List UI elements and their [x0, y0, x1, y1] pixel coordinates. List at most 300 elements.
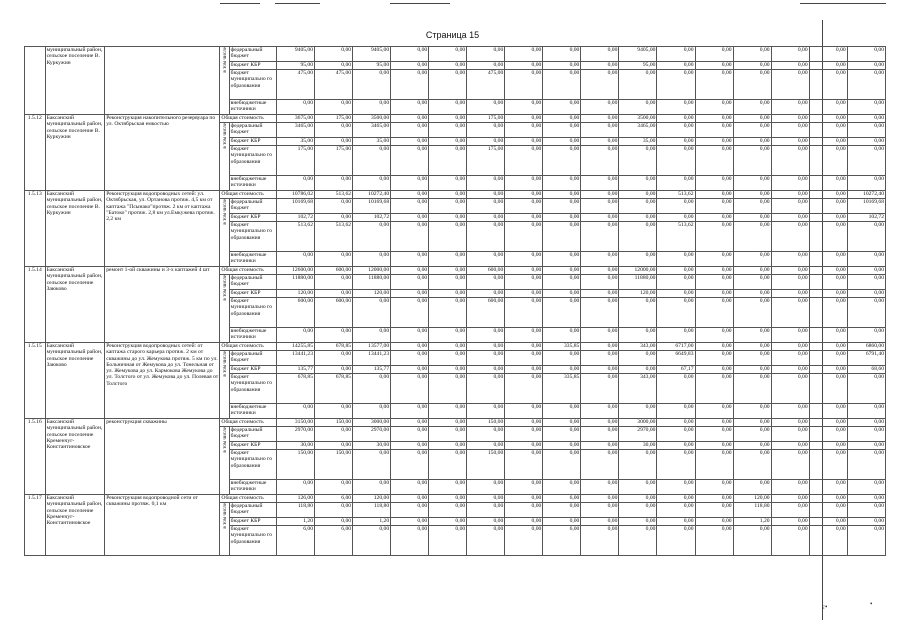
value-cell: 6,00 [543, 495, 581, 503]
value-cell: 0,00 [657, 503, 695, 518]
value-cell: 0,00 [809, 146, 847, 176]
value-cell: 513,62 [657, 222, 695, 252]
value-cell: 11880,00 [353, 275, 391, 290]
value-cell: 0,00 [809, 275, 847, 290]
value-cell: 0,00 [429, 503, 467, 518]
value-cell: 0,00 [733, 366, 771, 374]
value-cell: 0,00 [353, 298, 391, 328]
value-cell: 0,00 [581, 252, 619, 267]
value-cell: 0,00 [543, 275, 581, 290]
value-cell: 0,00 [391, 138, 429, 146]
value-cell: 135,77 [276, 366, 314, 374]
value-cell: 0,00 [505, 176, 543, 191]
value-cell: 0,00 [467, 343, 505, 351]
value-cell: 2970,00 [276, 427, 314, 442]
value-cell: 1,20 [276, 518, 314, 526]
value-cell: 0,00 [391, 115, 429, 123]
value-cell: 0,00 [847, 222, 885, 252]
value-cell: 0,00 [581, 427, 619, 442]
value-cell: 0,00 [391, 328, 429, 343]
value-cell: 6,00 [543, 526, 581, 556]
value-cell: 0,00 [581, 328, 619, 343]
value-cell: 0,00 [733, 267, 771, 275]
value-cell: 0,00 [847, 100, 885, 115]
value-cell: 0,00 [847, 275, 885, 290]
value-cell: 0,00 [809, 503, 847, 518]
value-cell: 0,00 [733, 298, 771, 328]
value-cell: 0,00 [809, 518, 847, 526]
value-cell: 0,00 [619, 100, 657, 115]
value-cell: 3150,00 [276, 419, 314, 427]
value-cell: 0,00 [429, 267, 467, 275]
value-cell: 0,00 [429, 115, 467, 123]
value-cell: 0,00 [276, 252, 314, 267]
value-cell: 0,00 [695, 176, 733, 191]
value-cell: 0,00 [733, 62, 771, 70]
value-cell: 0,00 [467, 374, 505, 404]
incl-vertical-text: в том числе [221, 503, 228, 529]
value-cell: 0,00 [695, 146, 733, 176]
value-cell: 0,00 [809, 267, 847, 275]
value-cell: 0,00 [467, 62, 505, 70]
value-cell: 0,00 [695, 47, 733, 62]
value-cell: 0,00 [847, 146, 885, 176]
source-label-federal: федеральный бюджет [229, 503, 276, 518]
value-cell: 102,72 [353, 214, 391, 222]
value-cell: 0,00 [619, 351, 657, 366]
source-label-total: Общая стоимость [220, 495, 277, 503]
value-cell: 0,00 [505, 252, 543, 267]
value-cell: 0,00 [847, 518, 885, 526]
value-cell: 0,00 [467, 351, 505, 366]
value-cell: 0,00 [429, 290, 467, 298]
value-cell: 0,00 [771, 480, 809, 495]
value-cell: 0,00 [809, 450, 847, 480]
value-cell: 678,85 [276, 374, 314, 404]
value-cell: 3675,00 [276, 115, 314, 123]
value-cell: 0,00 [733, 404, 771, 419]
value-cell: 0,00 [771, 199, 809, 214]
description-cell [105, 47, 220, 115]
value-cell: 0,00 [581, 298, 619, 328]
value-cell: 10169,68 [353, 199, 391, 214]
incl-vertical-text: в том числе [221, 427, 228, 453]
value-cell: 0,00 [276, 100, 314, 115]
value-cell: 6,00 [315, 495, 353, 503]
value-cell: 0,00 [847, 70, 885, 100]
incl-vertical-label [220, 275, 229, 343]
source-label-total: Общая стоимость [220, 343, 277, 351]
value-cell: 10272,40 [353, 191, 391, 199]
value-cell: 0,00 [581, 62, 619, 70]
value-cell: 0,00 [543, 138, 581, 146]
value-cell: 0,00 [695, 275, 733, 290]
value-cell: 35,00 [353, 138, 391, 146]
value-cell: 0,00 [733, 146, 771, 176]
value-cell: 175,00 [276, 146, 314, 176]
value-cell: 0,00 [733, 343, 771, 351]
value-cell: 0,00 [809, 298, 847, 328]
value-cell: 2970,00 [619, 427, 657, 442]
handwritten-mark: • [870, 600, 873, 608]
value-cell: 0,00 [581, 442, 619, 450]
value-cell: 343,00 [619, 374, 657, 404]
value-cell: 0,00 [276, 328, 314, 343]
table-row [25, 343, 886, 351]
value-cell: 0,00 [695, 62, 733, 70]
value-cell: 0,00 [505, 427, 543, 442]
value-cell: 0,00 [543, 290, 581, 298]
source-label-federal: федеральный бюджет [229, 199, 276, 214]
value-cell: 475,00 [276, 70, 314, 100]
value-cell: 102,72 [276, 214, 314, 222]
value-cell: 475,00 [315, 70, 353, 100]
value-cell: 0,00 [771, 290, 809, 298]
value-cell: 10272,40 [847, 191, 885, 199]
value-cell: 0,00 [809, 100, 847, 115]
value-cell: 335,85 [543, 343, 581, 351]
value-cell: 0,00 [276, 480, 314, 495]
value-cell: 6,00 [276, 526, 314, 556]
value-cell: 0,00 [581, 191, 619, 199]
value-cell: 175,00 [467, 115, 505, 123]
value-cell: 0,00 [353, 404, 391, 419]
value-cell: 0,00 [695, 374, 733, 404]
value-cell: 0,00 [543, 191, 581, 199]
value-cell: 13441,23 [353, 351, 391, 366]
description-cell: Реконструкция водопроводных сетей: от каптажа старого карьера протяж. 2 км от скважины до ул. Жемукова протяж. 5 км по ул. Больничная от Жемукова до ул. Тонельная от ул. Жемукова до ул. Кармокова Жемукова до ул. Толстого от ул. Жемукова до ул. Полевая от Толстого [105, 343, 220, 419]
table-row [25, 191, 886, 199]
value-cell: 0,00 [429, 138, 467, 146]
incl-vertical-label [220, 351, 229, 419]
value-cell: 0,00 [505, 123, 543, 138]
value-cell: 0,00 [619, 252, 657, 267]
value-cell: 0,00 [581, 518, 619, 526]
value-cell: 0,00 [467, 176, 505, 191]
value-cell: 0,00 [391, 343, 429, 351]
value-cell: 0,00 [809, 328, 847, 343]
value-cell: 0,00 [391, 199, 429, 214]
value-cell: 0,00 [657, 450, 695, 480]
value-cell: 0,00 [809, 404, 847, 419]
value-cell: 0,00 [391, 450, 429, 480]
value-cell: 0,00 [505, 442, 543, 450]
value-cell: 0,00 [695, 70, 733, 100]
value-cell: 0,00 [543, 351, 581, 366]
value-cell: 0,00 [733, 526, 771, 556]
value-cell: 0,00 [809, 222, 847, 252]
value-cell: 0,00 [809, 526, 847, 556]
value-cell: 0,00 [771, 191, 809, 199]
value-cell: 0,00 [429, 100, 467, 115]
value-cell: 0,00 [695, 328, 733, 343]
value-cell: 0,00 [847, 503, 885, 518]
value-cell: 0,00 [809, 480, 847, 495]
value-cell: 0,00 [467, 518, 505, 526]
value-cell: 0,00 [429, 343, 467, 351]
value-cell: 0,00 [581, 374, 619, 404]
value-cell: 0,00 [619, 222, 657, 252]
item-number: 1.5.14 [25, 267, 46, 343]
value-cell: 0,00 [315, 138, 353, 146]
value-cell: 12000,00 [619, 267, 657, 275]
value-cell: 0,00 [619, 404, 657, 419]
value-cell: 0,00 [809, 290, 847, 298]
value-cell: 0,00 [429, 275, 467, 290]
value-cell: 0,00 [391, 123, 429, 138]
value-cell: 0,00 [429, 328, 467, 343]
value-cell: 0,00 [771, 495, 809, 503]
value-cell: 0,00 [429, 526, 467, 556]
value-cell: 0,00 [619, 480, 657, 495]
value-cell: 0,00 [505, 526, 543, 556]
value-cell: 0,00 [733, 176, 771, 191]
value-cell: 0,00 [581, 70, 619, 100]
value-cell: 30,00 [619, 442, 657, 450]
value-cell: 0,00 [467, 328, 505, 343]
value-cell: 0,00 [695, 427, 733, 442]
value-cell: 0,00 [391, 70, 429, 100]
value-cell: 0,00 [847, 328, 885, 343]
source-label-extra: внебюджетные источники [229, 328, 276, 343]
value-cell: 0,00 [467, 526, 505, 556]
value-cell: 0,00 [809, 214, 847, 222]
source-label-extra: внебюджетные источники [229, 100, 276, 115]
value-cell: 513,62 [315, 191, 353, 199]
value-cell: 0,00 [467, 123, 505, 138]
source-label-federal: федеральный бюджет [229, 123, 276, 138]
incl-vertical-text: в том числе [221, 351, 228, 377]
value-cell: 0,00 [391, 267, 429, 275]
value-cell: 0,00 [505, 62, 543, 70]
value-cell: 0,00 [695, 123, 733, 138]
value-cell: 0,00 [695, 199, 733, 214]
value-cell: 0,00 [505, 328, 543, 343]
value-cell: 0,00 [391, 427, 429, 442]
value-cell: 0,00 [733, 427, 771, 442]
value-cell: 0,00 [657, 404, 695, 419]
value-cell: 0,00 [543, 176, 581, 191]
value-cell: 0,00 [809, 47, 847, 62]
table-row [25, 47, 886, 62]
value-cell: 0,00 [467, 222, 505, 252]
value-cell: 0,00 [657, 214, 695, 222]
value-cell: 0,00 [809, 191, 847, 199]
incl-vertical-text: в том числе [221, 275, 228, 301]
value-cell: 0,00 [695, 267, 733, 275]
value-cell: 0,00 [391, 503, 429, 518]
value-cell: 0,00 [809, 374, 847, 404]
value-cell: 0,00 [391, 176, 429, 191]
table-row [25, 495, 886, 503]
value-cell: 0,00 [543, 252, 581, 267]
scan-rule-top [275, 3, 320, 4]
value-cell: 0,00 [429, 450, 467, 480]
item-number: 1.5.17 [25, 495, 46, 556]
source-label-municipal: бюджет муниципально го образования [229, 70, 276, 100]
value-cell: 175,00 [315, 146, 353, 176]
value-cell: 0,00 [695, 343, 733, 351]
source-label-kbr: бюджет КБР [229, 138, 276, 146]
municipality-cell: Баксанский муниципальный район, сельское поселение В. Куркужин [45, 115, 105, 191]
value-cell: 0,00 [581, 47, 619, 62]
value-cell: 0,00 [467, 404, 505, 419]
value-cell: 0,00 [809, 351, 847, 366]
value-cell: 0,00 [733, 222, 771, 252]
table-row [25, 419, 886, 427]
value-cell: 0,00 [581, 419, 619, 427]
value-cell: 3000,00 [619, 419, 657, 427]
value-cell: 175,00 [315, 115, 353, 123]
value-cell: 0,00 [657, 290, 695, 298]
value-cell: 0,00 [847, 47, 885, 62]
value-cell: 30,00 [276, 442, 314, 450]
value-cell: 0,00 [657, 495, 695, 503]
value-cell: 0,00 [391, 47, 429, 62]
table-row [25, 267, 886, 275]
value-cell: 0,00 [847, 123, 885, 138]
value-cell: 0,00 [809, 62, 847, 70]
value-cell: 0,00 [657, 70, 695, 100]
value-cell: 150,00 [467, 419, 505, 427]
source-label-total: Общая стоимость [220, 115, 277, 123]
source-label-extra: внебюджетные источники [229, 252, 276, 267]
value-cell: 0,00 [315, 47, 353, 62]
value-cell: 0,00 [733, 442, 771, 450]
value-cell: 0,00 [695, 404, 733, 419]
value-cell: 0,00 [771, 146, 809, 176]
value-cell: 0,00 [581, 351, 619, 366]
value-cell: 0,00 [809, 123, 847, 138]
value-cell: 0,00 [657, 275, 695, 290]
value-cell: 150,00 [467, 450, 505, 480]
value-cell: 0,00 [771, 518, 809, 526]
value-cell: 0,00 [581, 495, 619, 503]
value-cell: 14255,85 [276, 343, 314, 351]
value-cell: 0,00 [543, 267, 581, 275]
value-cell: 0,00 [695, 495, 733, 503]
value-cell: 6649,83 [657, 351, 695, 366]
value-cell: 0,00 [543, 214, 581, 222]
value-cell: 0,00 [543, 222, 581, 252]
source-label-total: Общая стоимость [220, 419, 277, 427]
value-cell: 0,00 [315, 480, 353, 495]
value-cell: 513,62 [276, 222, 314, 252]
value-cell: 0,00 [429, 62, 467, 70]
value-cell: 0,00 [505, 518, 543, 526]
value-cell: 0,00 [657, 518, 695, 526]
value-cell: 0,00 [467, 100, 505, 115]
value-cell: 0,00 [353, 176, 391, 191]
value-cell: 0,00 [315, 503, 353, 518]
incl-vertical-text: в том числе [221, 123, 228, 149]
value-cell: 0,00 [771, 404, 809, 419]
value-cell: 0,00 [391, 480, 429, 495]
incl-vertical-text: в том числе [221, 47, 228, 73]
value-cell: 6791,40 [847, 351, 885, 366]
value-cell: 600,00 [467, 267, 505, 275]
value-cell: 0,00 [847, 115, 885, 123]
value-cell: 0,00 [733, 138, 771, 146]
value-cell: 0,00 [391, 526, 429, 556]
value-cell: 0,00 [771, 252, 809, 267]
value-cell: 475,00 [467, 70, 505, 100]
value-cell: 0,00 [505, 503, 543, 518]
value-cell: 0,00 [847, 427, 885, 442]
value-cell: 0,00 [543, 328, 581, 343]
value-cell: 0,00 [429, 351, 467, 366]
value-cell: 0,00 [391, 191, 429, 199]
source-label-federal: федеральный бюджет [229, 275, 276, 290]
value-cell: 11880,00 [276, 275, 314, 290]
value-cell: 0,00 [467, 442, 505, 450]
value-cell: 0,00 [467, 47, 505, 62]
value-cell: 0,00 [353, 328, 391, 343]
value-cell: 0,00 [315, 62, 353, 70]
value-cell: 0,00 [657, 100, 695, 115]
value-cell: 0,00 [315, 123, 353, 138]
value-cell: 0,00 [847, 62, 885, 70]
value-cell: 10169,68 [847, 199, 885, 214]
value-cell: 0,00 [543, 450, 581, 480]
value-cell: 0,00 [657, 252, 695, 267]
value-cell: 0,00 [771, 419, 809, 427]
value-cell: 0,00 [581, 366, 619, 374]
value-cell: 0,00 [657, 115, 695, 123]
value-cell: 0,00 [581, 199, 619, 214]
value-cell: 120,00 [276, 290, 314, 298]
value-cell: 0,00 [657, 47, 695, 62]
value-cell: 0,00 [391, 351, 429, 366]
value-cell: 0,00 [543, 427, 581, 442]
value-cell: 0,00 [543, 518, 581, 526]
value-cell: 0,00 [391, 275, 429, 290]
value-cell: 0,00 [543, 298, 581, 328]
value-cell: 0,00 [733, 47, 771, 62]
value-cell: 120,00 [353, 290, 391, 298]
value-cell: 0,00 [505, 450, 543, 480]
value-cell: 0,00 [733, 328, 771, 343]
value-cell: 0,00 [809, 419, 847, 427]
value-cell: 0,00 [809, 138, 847, 146]
value-cell: 1,20 [733, 518, 771, 526]
value-cell: 0,00 [733, 290, 771, 298]
value-cell: 0,00 [695, 252, 733, 267]
value-cell: 0,00 [771, 115, 809, 123]
item-number: 1.5.12 [25, 115, 46, 191]
source-label-extra: внебюджетные источники [229, 480, 276, 495]
value-cell: 0,00 [733, 419, 771, 427]
value-cell: 0,00 [847, 267, 885, 275]
value-cell: 35,00 [276, 138, 314, 146]
value-cell: 9405,00 [276, 47, 314, 62]
value-cell: 0,00 [771, 526, 809, 556]
value-cell: 0,00 [429, 518, 467, 526]
value-cell: 0,00 [543, 442, 581, 450]
value-cell: 0,00 [543, 70, 581, 100]
value-cell: 0,00 [505, 404, 543, 419]
value-cell: 68,60 [847, 366, 885, 374]
value-cell: 0,00 [505, 366, 543, 374]
value-cell: 0,00 [429, 366, 467, 374]
value-cell: 0,00 [581, 275, 619, 290]
value-cell: 0,00 [695, 290, 733, 298]
value-cell: 0,00 [771, 374, 809, 404]
source-label-extra: внебюджетные источники [229, 404, 276, 419]
value-cell: 0,00 [847, 374, 885, 404]
value-cell: 0,00 [429, 495, 467, 503]
value-cell: 0,00 [771, 343, 809, 351]
